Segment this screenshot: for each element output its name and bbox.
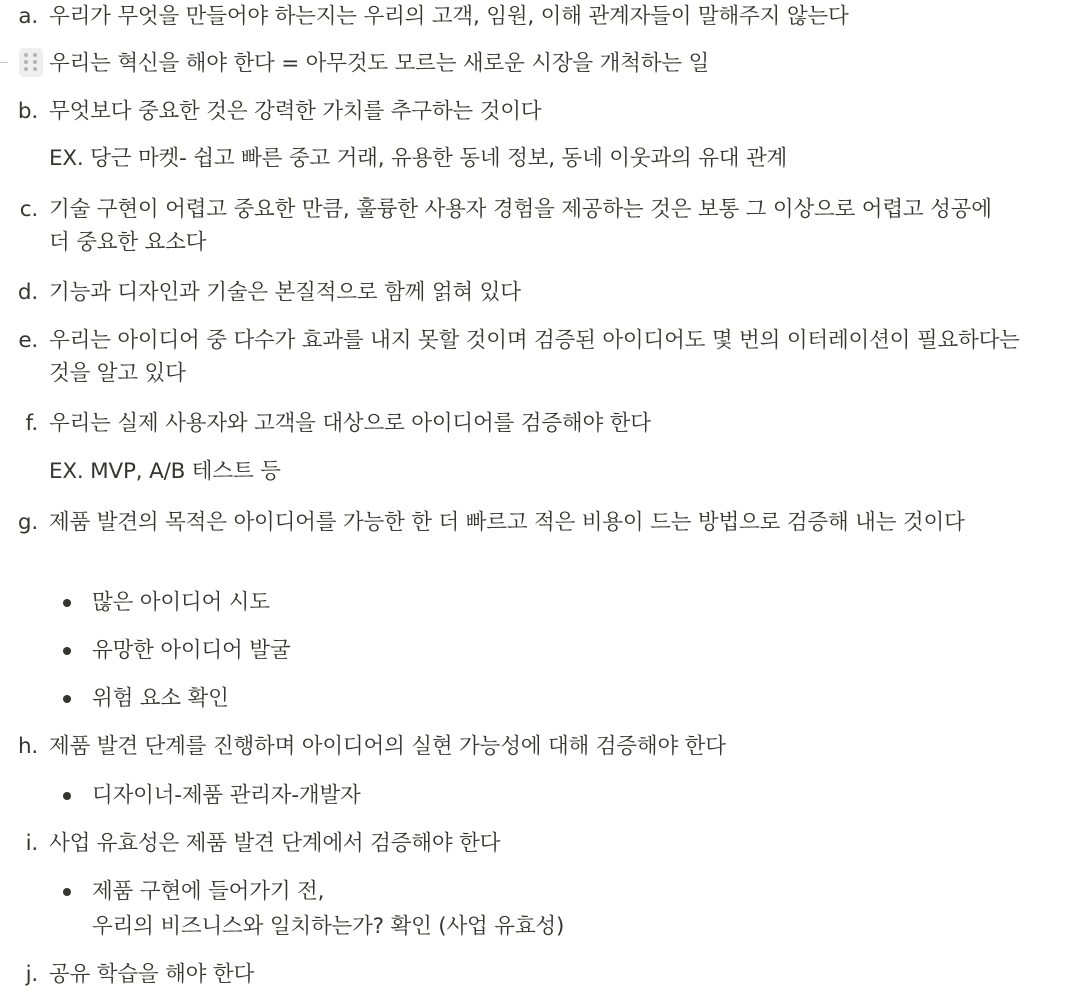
bullet-text: 유망한 아이디어 발굴: [92, 638, 291, 663]
list-marker: c.: [19, 197, 38, 222]
list-item-text: 제품 발견 단계를 진행하며 아이디어의 실현 가능성에 대해 검증해야 한다: [49, 734, 726, 759]
list-item-text: 우리는 실제 사용자와 고객을 대상으로 아이디어를 검증해야 한다: [49, 411, 651, 436]
list-item-text: 기술 구현이 어렵고 중요한 만큼, 훌륭한 사용자 경험을 제공하는 것은 보통 그 이상으로 어렵고 성공에 더 중요한 요소다: [49, 197, 992, 255]
list-item-text: 사업 유효성은 제품 발견 단계에서 검증해야 한다: [49, 831, 501, 856]
list-marker: d.: [17, 280, 38, 305]
bullet-text-line1: 제품 구현에 들어가기 전,: [92, 879, 325, 904]
bullet-icon: [63, 695, 71, 703]
list-item-text: 제품 발견의 목적은 아이디어를 가능한 한 더 빠르고 적은 비용이 드는 방법으로 검증해 내는 것이다: [49, 510, 965, 535]
list-item-text: 우리는 혁신을 해야 한다 = 아무것도 모르는 새로운 시장을 개척하는 일: [49, 51, 710, 76]
drag-handle-icon[interactable]: [19, 48, 43, 77]
bullet-text: 위험 요소 확인: [92, 686, 229, 711]
list-marker: g.: [17, 510, 38, 535]
example-text: EX. MVP, A/B 테스트 등: [49, 459, 281, 484]
bullet-icon: [63, 888, 71, 896]
bullet-text: 많은 아이디어 시도: [92, 590, 270, 615]
list-marker: b.: [17, 99, 38, 124]
list-marker: a.: [18, 4, 38, 29]
list-item-text: 공유 학습을 해야 한다: [49, 962, 255, 987]
bullet-text: 디자이너-제품 관리자-개발자: [92, 783, 361, 808]
list-marker: j.: [25, 962, 38, 987]
bullet-icon: [63, 647, 71, 655]
list-item-text: 무엇보다 중요한 것은 강력한 가치를 추구하는 것이다: [49, 99, 542, 124]
example-text: EX. 당근 마켓- 쉽고 빠른 중고 거래, 유용한 동네 정보, 동네 이웃과의 유대 관계: [49, 146, 788, 171]
drag-guide-line: [0, 62, 8, 63]
list-item-text: 우리는 아이디어 중 다수가 효과를 내지 못할 것이며 검증된 아이디어도 몇 번의 이터레이션이 필요하다는 것을 알고 있다: [49, 328, 1020, 386]
bullet-icon: [63, 599, 71, 607]
list-marker: f.: [25, 411, 38, 436]
list-item-text: 우리가 무엇을 만들어야 하는지는 우리의 고객, 임원, 이해 관계자들이 말해주지 않는다: [49, 4, 849, 29]
list-marker: e.: [18, 328, 38, 353]
list-marker: h.: [17, 734, 38, 759]
bullet-text-line2: 우리의 비즈니스와 일치하는가? 확인 (사업 유효성): [92, 914, 565, 939]
bullet-icon: [63, 792, 71, 800]
list-item-text: 기능과 디자인과 기술은 본질적으로 함께 얽혀 있다: [49, 280, 521, 305]
list-marker: i.: [25, 831, 38, 856]
